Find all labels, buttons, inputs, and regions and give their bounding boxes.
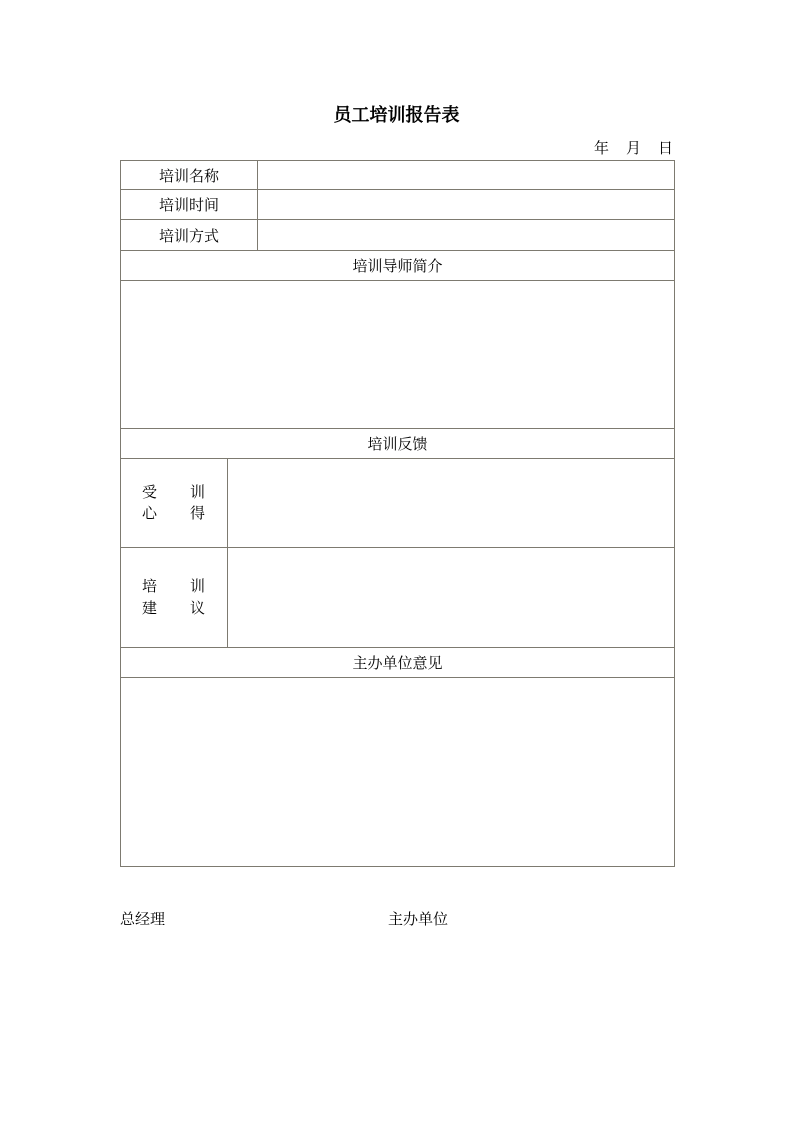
experience-char: 受 <box>142 483 158 501</box>
organizer-opinion-header: 主办单位意见 <box>352 654 443 672</box>
date-month: 月 <box>625 139 641 157</box>
date-line <box>594 138 673 158</box>
training-experience-label <box>121 459 228 547</box>
training-method-field[interactable] <box>258 220 674 250</box>
general-manager-signature-label: 总经理 <box>120 910 166 928</box>
experience-char: 心 <box>142 504 158 522</box>
row-training-suggestions <box>121 548 674 648</box>
training-time-field[interactable] <box>258 190 674 219</box>
training-suggestions-field[interactable] <box>228 548 674 647</box>
feedback-header: 培训反馈 <box>367 435 428 453</box>
training-method-label: 培训方式 <box>121 220 258 250</box>
row-training-time <box>121 190 674 220</box>
page-title: 员工培训报告表 <box>333 105 460 126</box>
suggestion-char: 议 <box>190 599 206 617</box>
training-time-label: 培训时间 <box>121 190 258 219</box>
training-name-field[interactable] <box>258 161 674 189</box>
date-day: 日 <box>657 139 673 157</box>
row-organizer-header <box>121 648 674 678</box>
experience-char: 得 <box>190 504 206 522</box>
row-instructor-body <box>121 281 674 429</box>
row-training-experience <box>121 459 674 548</box>
training-name-label: 培训名称 <box>121 161 258 189</box>
suggestion-char: 建 <box>142 599 158 617</box>
organizer-opinion-field[interactable] <box>121 678 674 866</box>
date-year: 年 <box>593 139 609 157</box>
instructor-intro-field[interactable] <box>121 281 674 428</box>
instructor-intro-header: 培训导师简介 <box>352 257 443 275</box>
organizer-signature-label: 主办单位 <box>388 910 449 928</box>
row-training-name <box>121 161 674 190</box>
training-experience-field[interactable] <box>228 459 674 547</box>
suggestion-char: 培 <box>142 577 158 595</box>
row-organizer-body <box>121 678 674 866</box>
row-instructor-header <box>121 251 674 281</box>
experience-char: 训 <box>190 483 206 501</box>
suggestion-char: 训 <box>190 577 206 595</box>
report-form-table <box>120 160 675 867</box>
row-feedback-header <box>121 429 674 459</box>
row-training-method <box>121 220 674 251</box>
training-suggestions-label <box>121 548 228 647</box>
